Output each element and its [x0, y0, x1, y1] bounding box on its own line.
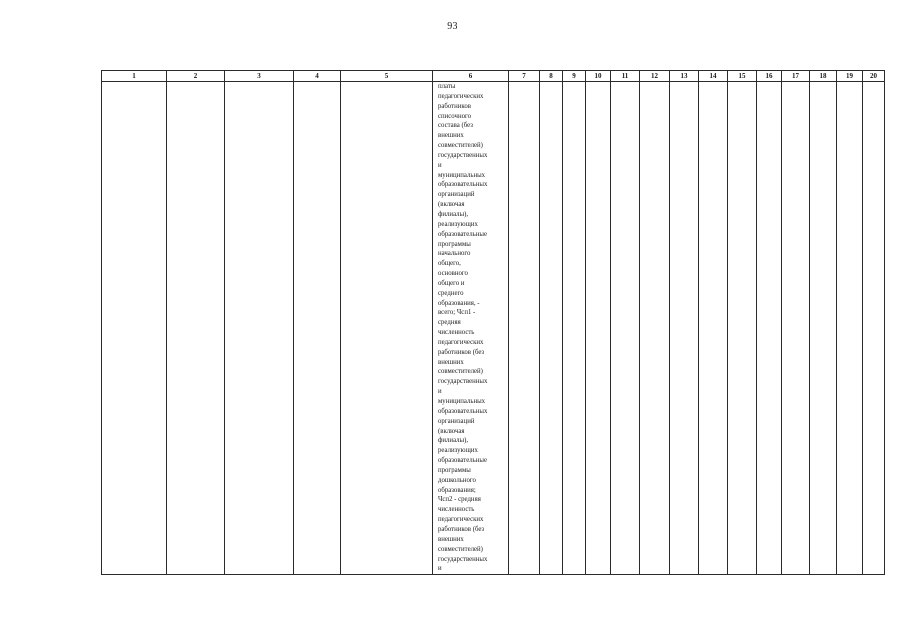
table-cell	[225, 82, 294, 575]
table-cell	[699, 82, 728, 575]
table-cell	[863, 82, 885, 575]
table-cell	[341, 82, 433, 575]
table-cell	[509, 82, 540, 575]
page-number: 93	[447, 21, 458, 32]
table-cell	[810, 82, 837, 575]
column-header: 7	[509, 71, 540, 82]
table-cell	[837, 82, 863, 575]
table-cell	[294, 82, 341, 575]
description-text: платы педагогических работников списочного состава (без внешних совместителей) государственных и муниципальных образовательных организаций (включая филиалы), реализующих образовательные программы начального общего, основного общего и среднего образования, - всего; Чсп1 - средняя численность педагогических работников (без внешних совместителей) государственных и муниципальных образовательных организаций (включая филиалы), реализующих образовательные программы дошкольного образования; Чсп2 - средняя численность педагогических работников (без внешних совместителей) государственных и	[438, 83, 488, 573]
table-cell	[640, 82, 670, 575]
table-cell	[586, 82, 611, 575]
column-header: 20	[863, 71, 885, 82]
table-cell	[670, 82, 699, 575]
data-table	[101, 70, 885, 575]
column-header: 3	[225, 71, 294, 82]
table-cell-description	[433, 82, 509, 575]
column-header: 16	[757, 71, 782, 82]
column-header: 10	[586, 71, 611, 82]
column-header: 17	[782, 71, 810, 82]
table-row	[102, 82, 885, 575]
column-header: 9	[563, 71, 586, 82]
table-cell	[540, 82, 563, 575]
table-cell	[728, 82, 757, 575]
table-cell	[102, 82, 167, 575]
column-header: 4	[294, 71, 341, 82]
table-cell	[563, 82, 586, 575]
column-header: 19	[837, 71, 863, 82]
column-header: 2	[167, 71, 225, 82]
column-header: 5	[341, 71, 433, 82]
column-header: 13	[670, 71, 699, 82]
column-header: 15	[728, 71, 757, 82]
column-header: 6	[433, 71, 509, 82]
table-cell	[611, 82, 640, 575]
column-header: 8	[540, 71, 563, 82]
table-header-row	[102, 71, 885, 82]
column-header: 14	[699, 71, 728, 82]
column-header: 12	[640, 71, 670, 82]
table-cell	[782, 82, 810, 575]
table-cell	[757, 82, 782, 575]
column-header: 1	[102, 71, 167, 82]
table-cell	[167, 82, 225, 575]
column-header: 11	[611, 71, 640, 82]
column-header: 18	[810, 71, 837, 82]
